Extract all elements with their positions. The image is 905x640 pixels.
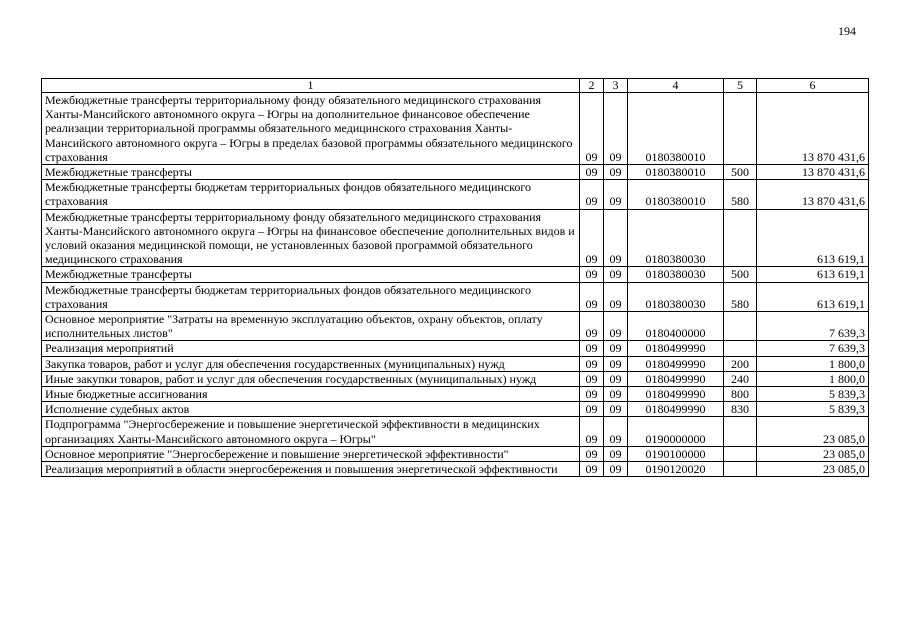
table-row	[42, 209, 869, 267]
table-row	[42, 312, 869, 341]
row-target-code: 0190000000	[628, 417, 724, 446]
row-target-code: 0180499990	[628, 356, 724, 371]
row-subsection: 09	[604, 356, 628, 371]
row-expense-type	[724, 312, 757, 341]
row-subsection: 09	[604, 402, 628, 417]
row-name: Реализация мероприятий	[42, 341, 580, 356]
row-target-code: 0180380030	[628, 267, 724, 282]
row-section: 09	[580, 387, 604, 402]
row-section: 09	[580, 209, 604, 267]
table-row	[42, 341, 869, 356]
row-amount: 1 800,0	[757, 356, 869, 371]
row-expense-type	[724, 209, 757, 267]
header-col-4: 4	[628, 79, 724, 93]
row-subsection: 09	[604, 446, 628, 461]
row-subsection: 09	[604, 341, 628, 356]
row-subsection: 09	[604, 417, 628, 446]
row-amount: 13 870 431,6	[757, 180, 869, 209]
table-row	[42, 165, 869, 180]
row-name: Иные закупки товаров, работ и услуг для обеспечения государственных (муниципальных) нужд	[42, 371, 580, 386]
row-target-code: 0180380030	[628, 209, 724, 267]
row-name: Основное мероприятие "Энергосбережение и повышение энергетической эффективности"	[42, 446, 580, 461]
row-name: Межбюджетные трансферты территориальному фонду обязательного медицинского страхования Ханты-Мансийского автономного округа – Югры на дополнительное финансовое обеспечение реализации территориальной программы обязательного медицинского страхования Ханты-Мансийского автономного округа – Югры в пределах базовой программы обязательного медицинского страхования	[42, 93, 580, 165]
row-subsection: 09	[604, 209, 628, 267]
row-expense-type: 240	[724, 371, 757, 386]
row-subsection: 09	[604, 93, 628, 165]
row-name: Межбюджетные трансферты	[42, 165, 580, 180]
row-subsection: 09	[604, 282, 628, 311]
row-expense-type: 580	[724, 180, 757, 209]
row-section: 09	[580, 312, 604, 341]
row-target-code: 0190100000	[628, 446, 724, 461]
row-expense-type	[724, 417, 757, 446]
table-row	[42, 356, 869, 371]
row-subsection: 09	[604, 180, 628, 209]
row-target-code: 0180499990	[628, 387, 724, 402]
row-amount: 613 619,1	[757, 267, 869, 282]
page-number: 194	[838, 24, 856, 38]
row-section: 09	[580, 446, 604, 461]
row-section: 09	[580, 402, 604, 417]
row-section: 09	[580, 462, 604, 477]
row-name: Иные бюджетные ассигнования	[42, 387, 580, 402]
row-expense-type: 830	[724, 402, 757, 417]
row-target-code: 0190120020	[628, 462, 724, 477]
row-section: 09	[580, 356, 604, 371]
row-section: 09	[580, 93, 604, 165]
row-expense-type	[724, 462, 757, 477]
row-expense-type: 500	[724, 267, 757, 282]
row-amount: 613 619,1	[757, 209, 869, 267]
row-target-code: 0180499990	[628, 402, 724, 417]
table-body	[42, 79, 869, 477]
budget-table	[41, 78, 869, 477]
row-name: Межбюджетные трансферты	[42, 267, 580, 282]
row-expense-type: 800	[724, 387, 757, 402]
row-amount: 13 870 431,6	[757, 93, 869, 165]
row-expense-type: 200	[724, 356, 757, 371]
row-section: 09	[580, 180, 604, 209]
table-row	[42, 446, 869, 461]
row-name: Закупка товаров, работ и услуг для обеспечения государственных (муниципальных) нужд	[42, 356, 580, 371]
row-amount: 23 085,0	[757, 417, 869, 446]
row-section: 09	[580, 165, 604, 180]
row-subsection: 09	[604, 165, 628, 180]
row-target-code: 0180499990	[628, 341, 724, 356]
row-amount: 613 619,1	[757, 282, 869, 311]
row-subsection: 09	[604, 371, 628, 386]
row-subsection: 09	[604, 267, 628, 282]
row-expense-type	[724, 93, 757, 165]
row-name: Основное мероприятие "Затраты на временную эксплуатацию объектов, охрану объектов, оплату исполнительных листов"	[42, 312, 580, 341]
table-row	[42, 371, 869, 386]
row-subsection: 09	[604, 387, 628, 402]
row-expense-type: 500	[724, 165, 757, 180]
row-amount: 1 800,0	[757, 371, 869, 386]
row-expense-type: 580	[724, 282, 757, 311]
row-name: Межбюджетные трансферты бюджетам территориальных фондов обязательного медицинского страхования	[42, 180, 580, 209]
header-col-2: 2	[580, 79, 604, 93]
row-amount: 7 639,3	[757, 312, 869, 341]
header-col-5: 5	[724, 79, 757, 93]
row-amount: 23 085,0	[757, 446, 869, 461]
row-subsection: 09	[604, 462, 628, 477]
row-subsection: 09	[604, 312, 628, 341]
row-target-code: 0180380030	[628, 282, 724, 311]
row-section: 09	[580, 267, 604, 282]
row-name: Подпрограмма "Энергосбережение и повышение энергетической эффективности в медицинских организациях Ханты-Мансийского автономного округа – Югры"	[42, 417, 580, 446]
row-name: Межбюджетные трансферты территориальному фонду обязательного медицинского страхования Ханты-Мансийского автономного округа – Югры на финансовое обеспечение дополнительных видов и условий оказания медицинской помощи, не установленных базовой программой обязательного медицинского страхования	[42, 209, 580, 267]
table-row	[42, 180, 869, 209]
row-section: 09	[580, 417, 604, 446]
row-name: Межбюджетные трансферты бюджетам территориальных фондов обязательного медицинского страхования	[42, 282, 580, 311]
table-row	[42, 402, 869, 417]
row-section: 09	[580, 371, 604, 386]
header-col-6: 6	[757, 79, 869, 93]
row-section: 09	[580, 341, 604, 356]
row-amount: 5 839,3	[757, 387, 869, 402]
row-amount: 23 085,0	[757, 462, 869, 477]
row-expense-type	[724, 446, 757, 461]
row-amount: 7 639,3	[757, 341, 869, 356]
row-target-code: 0180380010	[628, 165, 724, 180]
table-row	[42, 93, 869, 165]
row-section: 09	[580, 282, 604, 311]
table-row	[42, 267, 869, 282]
row-expense-type	[724, 341, 757, 356]
header-col-1: 1	[42, 79, 580, 93]
row-target-code: 0180380010	[628, 180, 724, 209]
table-header-row	[42, 79, 869, 93]
header-col-3: 3	[604, 79, 628, 93]
table-row	[42, 387, 869, 402]
table-row	[42, 417, 869, 446]
table-row	[42, 462, 869, 477]
table-row	[42, 282, 869, 311]
row-name: Исполнение судебных актов	[42, 402, 580, 417]
row-target-code: 0180380010	[628, 93, 724, 165]
row-name: Реализация мероприятий в области энергосбережения и повышения энергетической эффективности	[42, 462, 580, 477]
row-target-code: 0180400000	[628, 312, 724, 341]
row-amount: 13 870 431,6	[757, 165, 869, 180]
row-target-code: 0180499990	[628, 371, 724, 386]
row-amount: 5 839,3	[757, 402, 869, 417]
